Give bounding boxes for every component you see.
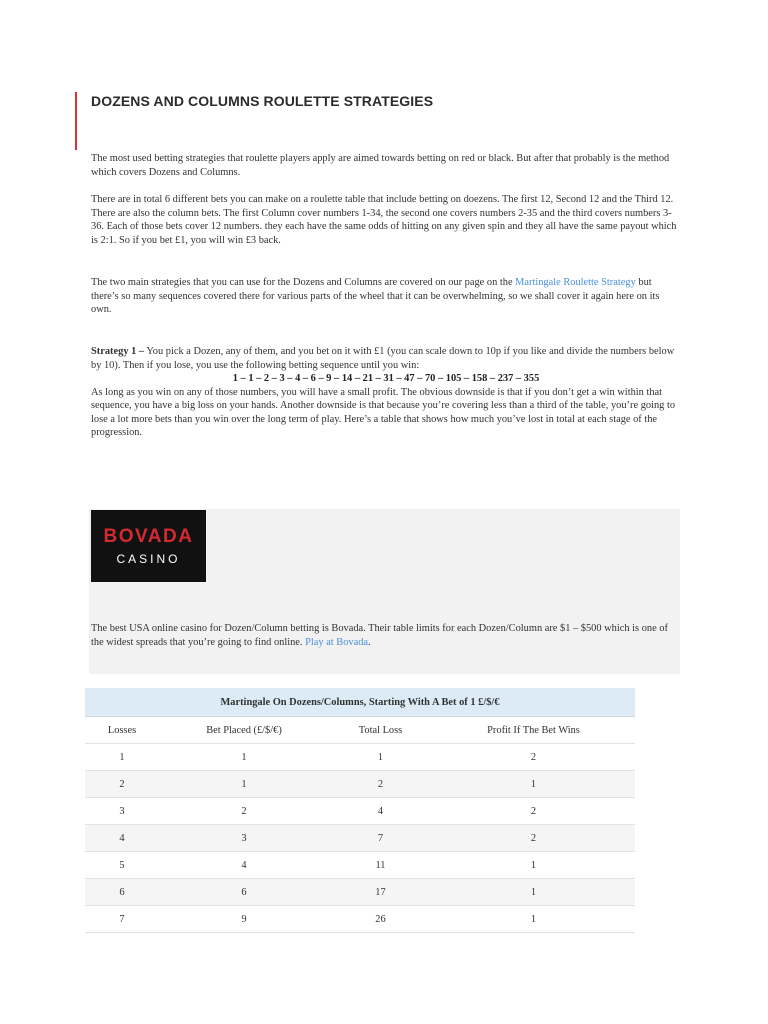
cell-losses: 1: [85, 744, 159, 771]
header-total-loss: Total Loss: [329, 717, 432, 744]
logo-wordmark: BOVADA: [103, 526, 194, 547]
cell-bet-placed: 1: [159, 771, 329, 798]
bovada-casino-logo[interactable]: [91, 510, 206, 582]
intro-paragraph: The most used betting strategies that roulette players apply are aimed towards betting on red or black. But after that probably is the method which covers Dozens and Columns.: [91, 153, 670, 178]
cell-losses: 4: [85, 825, 159, 852]
cell-profit: 1: [432, 852, 635, 879]
header-losses: Losses: [85, 717, 159, 744]
cell-total-loss: 17: [329, 879, 432, 906]
cell-profit: 2: [432, 825, 635, 852]
table-row: [85, 879, 635, 906]
martingale-strategy-link[interactable]: Martingale Roulette Strategy: [515, 277, 636, 288]
table-row: [85, 744, 635, 771]
cell-losses: 3: [85, 798, 159, 825]
cell-losses: 5: [85, 852, 159, 879]
cell-bet-placed: 2: [159, 798, 329, 825]
strategy-1-label: Strategy 1 –: [91, 346, 145, 357]
cell-profit: 1: [432, 879, 635, 906]
play-at-bovada-link[interactable]: Play at Bovada: [305, 636, 369, 648]
cell-total-loss: 2: [329, 771, 432, 798]
cell-losses: 2: [85, 771, 159, 798]
title-accent-bar: [75, 92, 77, 150]
cell-total-loss: 1: [329, 744, 432, 771]
promo-link-suffix: .: [368, 636, 371, 648]
table-row: [85, 906, 635, 933]
logo-subtitle: CASINO: [116, 552, 181, 566]
table-row: [85, 771, 635, 798]
table-row: [85, 852, 635, 879]
cell-total-loss: 11: [329, 852, 432, 879]
promo-text: The best USA online casino for Dozen/Column betting is Bovada. Their table limits for each Dozen/Column are $1 – $500 which is one of the widest spreads that you’re going to find online.: [91, 623, 668, 648]
bets-paragraph: There are in total 6 different bets you can make on a roulette table that include betting on doezens. The first 12, Second 12 and the Third 12. There are also the column bets. The first Column cover numbers 1-34, the second one covers numbers 2-35 and the third covers numbers 3-36. Each of those bets cover 12 numbers. they each have the same odds of hitting on any given spin and they all have the same payout which is 2:1. So if you bet £1, you will win £3 back.: [91, 194, 677, 246]
cell-profit: 2: [432, 744, 635, 771]
cell-losses: 6: [85, 879, 159, 906]
table-row: [85, 798, 635, 825]
header-bet-placed: Bet Placed (£/$/€): [159, 717, 329, 744]
header-profit: Profit If The Bet Wins: [432, 717, 635, 744]
cell-bet-placed: 6: [159, 879, 329, 906]
cell-total-loss: 7: [329, 825, 432, 852]
promo-paragraph: [91, 622, 681, 649]
strategy-1-after: As long as you win on any of those numbers, you will have a small profit. The obvious downside is that if you don’t get a win within that sequence, you have a big loss on your hands. Another downside is that because you’re covering less than a third of the table, you’re going to lose a lot more bets than you win over the long term of play. Here’s a table that shows how much you’ve lost in total at each stage of the progression.: [91, 386, 676, 438]
strategies-text-after: but there’s so many sequences covered there for various parts of the wheel that it can be overwhelming, so we shall cover it again here on its own.: [91, 277, 660, 315]
cell-bet-placed: 1: [159, 744, 329, 771]
strategy-1-text: You pick a Dozen, any of them, and you bet on it with £1 (you can scale down to 10p if you like and divide the numbers below by 10). Then if you lose, you use the following betting sequence until you win:: [91, 346, 675, 371]
page-title: DOZENS AND COLUMNS ROULETTE STRATEGIES: [91, 93, 434, 109]
betting-sequence: 1 – 1 – 2 – 3 – 4 – 6 – 9 – 14 – 21 – 31 – 47 – 70 – 105 – 158 – 237 – 355: [232, 373, 540, 384]
martingale-table: [85, 688, 635, 933]
cell-total-loss: 26: [329, 906, 432, 933]
cell-profit: 1: [432, 771, 635, 798]
table-header-row: [85, 717, 635, 744]
cell-bet-placed: 9: [159, 906, 329, 933]
strategies-paragraph: [91, 276, 681, 317]
cell-profit: 1: [432, 906, 635, 933]
strategies-text-before: The two main strategies that you can use for the Dozens and Columns are covered on our page on the: [91, 277, 516, 288]
cell-bet-placed: 4: [159, 852, 329, 879]
cell-profit: 2: [432, 798, 635, 825]
table-row: [85, 825, 635, 852]
cell-total-loss: 4: [329, 798, 432, 825]
cell-losses: 7: [85, 906, 159, 933]
strategy-1-paragraph: [91, 345, 681, 440]
table-caption: Martingale On Dozens/Columns, Starting With A Bet of 1 £/$/€: [85, 688, 635, 717]
cell-bet-placed: 3: [159, 825, 329, 852]
